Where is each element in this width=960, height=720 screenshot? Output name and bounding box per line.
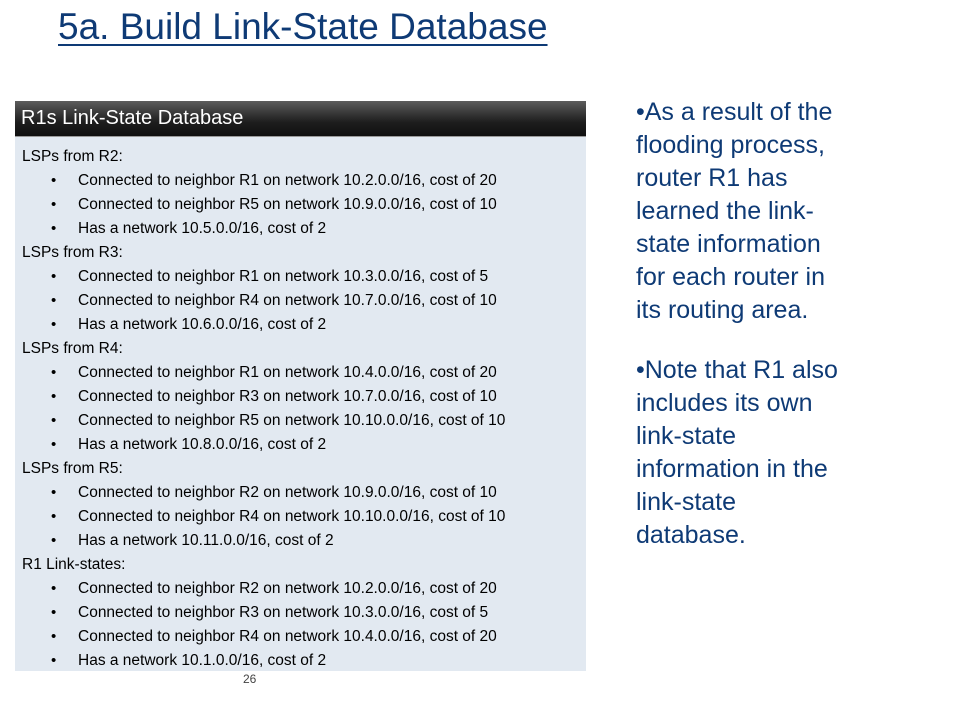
note-line: •Note that R1 also [636,356,838,384]
entry-text: Connected to neighbor R2 on network 10.9.0.0/16, cost of 10 [78,484,497,501]
note-line: •As a result of the [636,98,833,126]
bullet-icon: • [51,292,57,309]
entry-text: Connected to neighbor R4 on network 10.4.0.0/16, cost of 20 [78,628,497,645]
slide-number: 26 [243,672,257,686]
database-entry [15,265,586,289]
database-entry [15,529,586,553]
entry-text: Has a network 10.8.0.0/16, cost of 2 [78,436,327,453]
entry-text: Has a network 10.1.0.0/16, cost of 2 [78,652,327,669]
entry-text: Connected to neighbor R3 on network 10.3.0.0/16, cost of 5 [78,604,489,621]
note-line: for each router in [636,263,825,291]
bullet-icon: • [51,604,57,621]
section-heading: LSPs from R5: [22,460,123,477]
bullet-icon: • [51,364,57,381]
bullet-icon: • [51,388,57,405]
database-entry [15,625,586,649]
entry-text: Connected to neighbor R5 on network 10.9.0.0/16, cost of 10 [78,196,497,213]
database-entry [15,505,586,529]
link-state-database-panel [15,101,586,671]
bullet-icon: • [51,484,57,501]
entry-text: Connected to neighbor R5 on network 10.10.0.0/16, cost of 10 [78,412,506,429]
entry-text: Connected to neighbor R4 on network 10.7.0.0/16, cost of 10 [78,292,497,309]
note-line: link-state [636,488,737,516]
database-entry [15,313,586,337]
note-paragraph [636,354,926,552]
bullet-icon: • [51,580,57,597]
note-line: includes its own [636,389,813,417]
note-line: information in the [636,455,828,483]
entry-text: Has a network 10.11.0.0/16, cost of 2 [78,532,334,549]
slide-title: 5a. Build Link-State Database [58,6,548,47]
entry-text: Connected to neighbor R1 on network 10.4.0.0/16, cost of 20 [78,364,497,381]
entry-text: Has a network 10.6.0.0/16, cost of 2 [78,316,327,333]
database-entry [15,385,586,409]
database-entry [15,169,586,193]
bullet-icon: • [51,196,57,213]
section-heading: LSPs from R2: [22,148,123,165]
bullet-icon: • [51,532,57,549]
database-entry [15,649,586,671]
entry-text: Connected to neighbor R2 on network 10.2.0.0/16, cost of 20 [78,580,497,597]
database-entry [15,217,586,241]
section-heading: LSPs from R4: [22,340,123,357]
section-heading: R1 Link-states: [22,556,126,573]
note-paragraph [636,96,926,327]
database-entry [15,409,586,433]
bullet-icon: • [51,172,57,189]
note-line: link-state [636,422,737,450]
bullet-icon: • [51,652,57,669]
notes-text [636,96,926,579]
database-entry [15,289,586,313]
entry-text: Has a network 10.5.0.0/16, cost of 2 [78,220,327,237]
bullet-icon: • [51,220,57,237]
bullet-icon: • [51,412,57,429]
database-entry [15,193,586,217]
database-entry [15,601,586,625]
note-line: its routing area. [636,296,809,324]
bullet-icon: • [51,508,57,525]
note-line: router R1 has [636,164,788,192]
database-entry [15,433,586,457]
note-line: flooding process, [636,131,826,159]
database-body [15,137,586,671]
entry-text: Connected to neighbor R4 on network 10.10.0.0/16, cost of 10 [78,508,506,525]
database-entry [15,577,586,601]
database-entry [15,481,586,505]
section-heading: LSPs from R3: [22,244,123,261]
note-line: database. [636,521,746,549]
bullet-icon: • [51,628,57,645]
entry-text: Connected to neighbor R1 on network 10.3.0.0/16, cost of 5 [78,268,489,285]
database-entry [15,361,586,385]
entry-text: Connected to neighbor R1 on network 10.2.0.0/16, cost of 20 [78,172,497,189]
note-line: state information [636,230,821,258]
bullet-icon: • [51,268,57,285]
entry-text: Connected to neighbor R3 on network 10.7.0.0/16, cost of 10 [78,388,497,405]
database-header: R1s Link-State Database [15,101,586,137]
note-line: learned the link- [636,197,814,225]
bullet-icon: • [51,436,57,453]
bullet-icon: • [51,316,57,333]
